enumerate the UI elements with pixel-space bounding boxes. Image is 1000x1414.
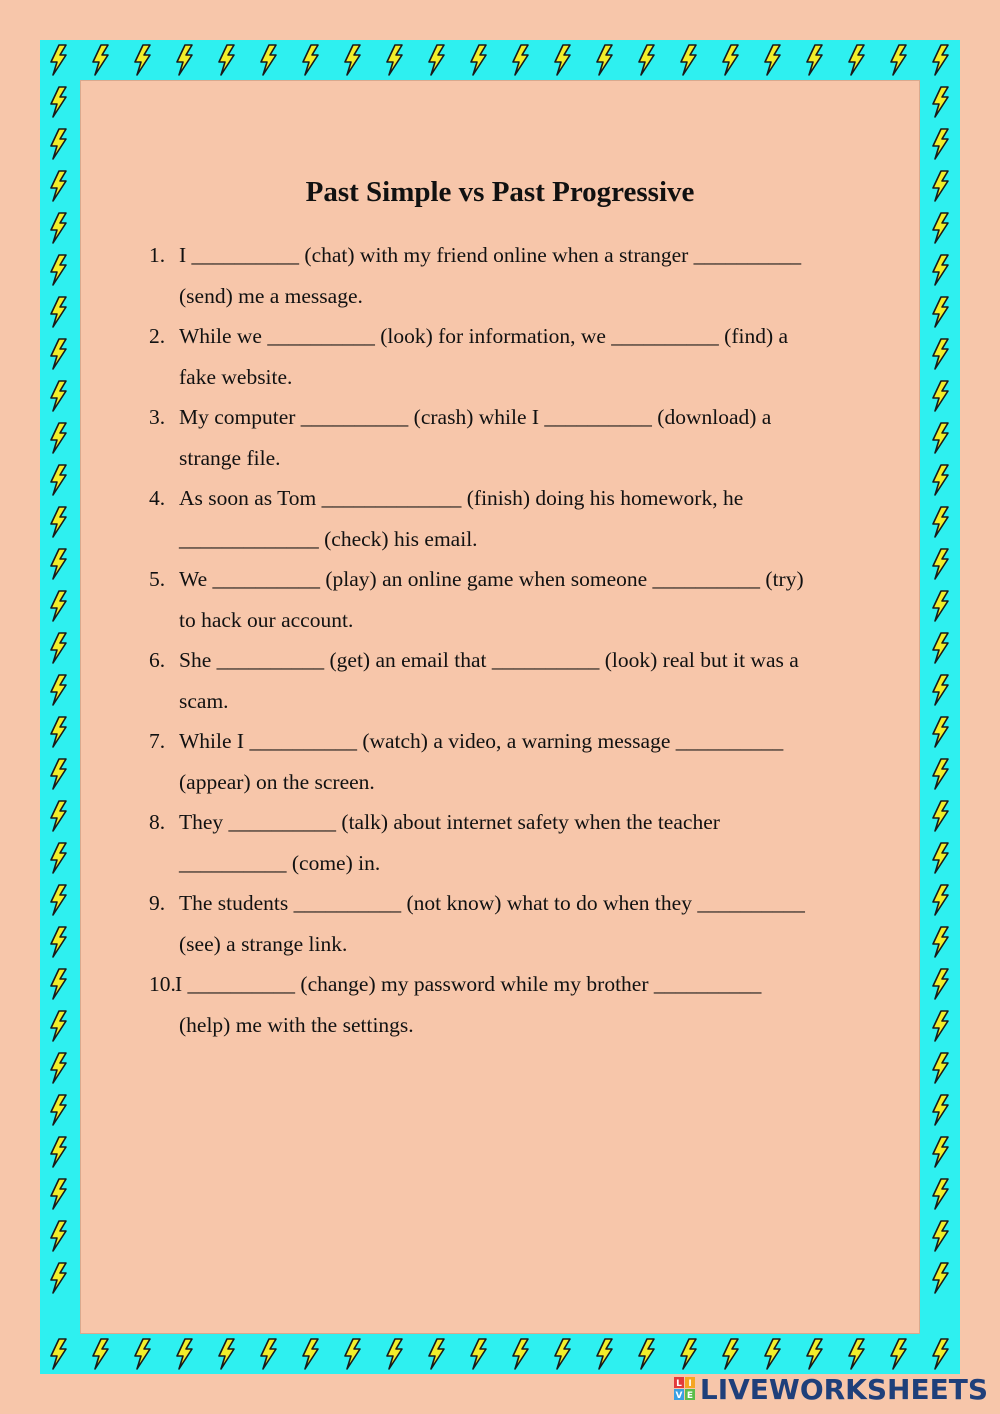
question-text-line: (see) a strange link. bbox=[179, 931, 348, 956]
page-title: Past Simple vs Past Progressive bbox=[305, 176, 695, 208]
lightning-bolt-icon bbox=[51, 297, 66, 327]
lightning-bolt-icon bbox=[933, 1095, 948, 1125]
lightning-bolt-icon bbox=[891, 45, 906, 75]
lightning-bolt-icon bbox=[555, 45, 570, 75]
lightning-bolt-icon bbox=[51, 339, 66, 369]
lightning-bolt-icon bbox=[51, 1137, 66, 1167]
question-text-line: I __________ (chat) with my friend online when a stranger __________ bbox=[179, 243, 802, 267]
lightning-bolt-icon bbox=[807, 45, 822, 75]
lightning-bolt-icon bbox=[933, 297, 948, 327]
lightning-bolt-icon bbox=[51, 423, 66, 453]
lightning-bolt-icon bbox=[933, 717, 948, 747]
question-text-line: I __________ (change) my password while my brother __________ bbox=[175, 972, 762, 996]
lightning-bolt-icon bbox=[177, 1339, 192, 1369]
lightning-bolt-icon bbox=[933, 843, 948, 873]
lightning-bolt-icon bbox=[429, 45, 444, 75]
lightning-bolt-icon bbox=[933, 675, 948, 705]
lightning-bolt-icon bbox=[933, 591, 948, 621]
question-number: 4. bbox=[149, 486, 166, 510]
lightning-bolt-icon bbox=[933, 1339, 948, 1369]
lightning-bolt-icon bbox=[639, 1339, 654, 1369]
lightning-bolt-icon bbox=[51, 1221, 66, 1251]
question-text-line: __________ (come) in. bbox=[179, 850, 381, 875]
watermark-text: LIVEWORKSHEETS bbox=[699, 1372, 988, 1406]
lightning-bolt-icon bbox=[849, 1339, 864, 1369]
lightning-bolt-icon bbox=[933, 927, 948, 957]
question-text-line: While I __________ (watch) a video, a warning message __________ bbox=[179, 729, 784, 753]
lightning-bolt-icon bbox=[849, 45, 864, 75]
lightning-bolt-icon bbox=[51, 675, 66, 705]
lightning-bolt-icon bbox=[135, 1339, 150, 1369]
lightning-bolt-icon bbox=[93, 1339, 108, 1369]
lightning-bolt-icon bbox=[597, 1339, 612, 1369]
lightning-bolt-icon bbox=[51, 171, 66, 201]
decorative-border bbox=[40, 40, 960, 1374]
question-number: 8. bbox=[149, 810, 166, 834]
lightning-bolt-icon bbox=[639, 45, 654, 75]
lightning-bolt-icon bbox=[471, 1339, 486, 1369]
lightning-bolt-icon bbox=[933, 381, 948, 411]
lightning-bolt-icon bbox=[51, 549, 66, 579]
lightning-bolt-icon bbox=[51, 213, 66, 243]
lightning-bolt-icon bbox=[219, 45, 234, 75]
lightning-bolt-icon bbox=[933, 801, 948, 831]
lightning-bolt-icon bbox=[681, 45, 696, 75]
svg-text:L: L bbox=[676, 1379, 682, 1389]
question-number: 1. bbox=[149, 243, 166, 267]
lightning-bolt-icon bbox=[933, 1179, 948, 1209]
lightning-bolt-icon bbox=[51, 927, 66, 957]
svg-text:V: V bbox=[675, 1391, 683, 1401]
lightning-bolt-icon bbox=[933, 213, 948, 243]
lightning-bolt-icon bbox=[933, 885, 948, 915]
lightning-bolt-icon bbox=[933, 45, 948, 75]
question-number: 9. bbox=[149, 891, 166, 915]
svg-text:E: E bbox=[686, 1391, 693, 1401]
lightning-bolt-icon bbox=[219, 1339, 234, 1369]
svg-text:I: I bbox=[688, 1379, 692, 1389]
lightning-bolt-icon bbox=[597, 45, 612, 75]
lightning-bolt-icon bbox=[723, 45, 738, 75]
lightning-bolt-icon bbox=[51, 633, 66, 663]
question-text-line: fake website. bbox=[179, 364, 293, 389]
lightning-bolt-icon bbox=[933, 549, 948, 579]
lightning-bolt-icon bbox=[387, 1339, 402, 1369]
question-number: 10. bbox=[149, 972, 176, 996]
question-number: 7. bbox=[149, 729, 166, 753]
lightning-bolt-icon bbox=[555, 1339, 570, 1369]
lightning-bolt-icon bbox=[933, 759, 948, 789]
lightning-bolt-icon bbox=[933, 87, 948, 117]
question-text-line: strange file. bbox=[179, 445, 281, 470]
lightning-bolt-icon bbox=[933, 1137, 948, 1167]
lightning-bolt-icon bbox=[51, 87, 66, 117]
lightning-bolt-icon bbox=[261, 45, 276, 75]
lightning-bolt-icon bbox=[933, 129, 948, 159]
question-number: 3. bbox=[149, 405, 166, 429]
lightning-bolt-icon bbox=[51, 381, 66, 411]
lightning-bolt-icon bbox=[933, 1263, 948, 1293]
lightning-bolt-icon bbox=[51, 1339, 66, 1369]
lightning-bolt-icon bbox=[303, 1339, 318, 1369]
lightning-bolt-icon bbox=[933, 465, 948, 495]
lightning-bolt-icon bbox=[765, 45, 780, 75]
question-list bbox=[81, 81, 919, 1333]
lightning-bolt-icon bbox=[51, 843, 66, 873]
lightning-bolt-icon bbox=[933, 633, 948, 663]
lightning-bolt-icon bbox=[51, 885, 66, 915]
lightning-bolt-icon bbox=[51, 507, 66, 537]
lightning-bolt-icon bbox=[933, 1221, 948, 1251]
lightning-bolt-icon bbox=[429, 1339, 444, 1369]
lightning-bolt-icon bbox=[807, 1339, 822, 1369]
lightning-bolt-icon bbox=[93, 45, 108, 75]
lightning-bolt-icon bbox=[933, 255, 948, 285]
lightning-bolt-icon bbox=[51, 1053, 66, 1083]
lightning-bolt-icon bbox=[933, 171, 948, 201]
lightning-bolt-icon bbox=[51, 45, 66, 75]
question-text-line: As soon as Tom _____________ (finish) doing his homework, he bbox=[179, 486, 744, 510]
question-text-line: The students __________ (not know) what to do when they __________ bbox=[179, 891, 805, 915]
question-number: 6. bbox=[149, 648, 166, 672]
lightning-bolt-icon bbox=[51, 1179, 66, 1209]
question-number: 2. bbox=[149, 324, 166, 348]
lightning-bolt-icon bbox=[51, 591, 66, 621]
question-text-line: scam. bbox=[179, 688, 229, 713]
lightning-bolt-icon bbox=[303, 45, 318, 75]
lightning-bolt-icon bbox=[387, 45, 402, 75]
liveworksheets-logo-icon bbox=[674, 1375, 696, 1403]
question-number: 5. bbox=[149, 567, 166, 591]
lightning-bolt-icon bbox=[345, 45, 360, 75]
lightning-bolt-icon bbox=[933, 1011, 948, 1041]
lightning-bolt-icon bbox=[933, 1053, 948, 1083]
lightning-bolt-icon bbox=[51, 759, 66, 789]
question-text-line: My computer __________ (crash) while I __________ (download) a bbox=[179, 405, 772, 429]
lightning-bolt-icon bbox=[51, 255, 66, 285]
lightning-bolt-icon bbox=[933, 507, 948, 537]
lightning-bolt-icon bbox=[933, 339, 948, 369]
lightning-bolt-icon bbox=[513, 45, 528, 75]
question-text-line: (appear) on the screen. bbox=[179, 769, 375, 794]
lightning-bolt-icon bbox=[765, 1339, 780, 1369]
lightning-bolt-icon bbox=[681, 1339, 696, 1369]
lightning-bolt-icon bbox=[51, 1011, 66, 1041]
lightning-bolt-icon bbox=[51, 129, 66, 159]
lightning-bolt-icon bbox=[51, 1263, 66, 1293]
question-text-line: While we __________ (look) for information, we __________ (find) a bbox=[179, 324, 789, 348]
lightning-bolt-icon bbox=[51, 465, 66, 495]
question-text-line: (send) me a message. bbox=[179, 283, 363, 308]
lightning-bolt-icon bbox=[513, 1339, 528, 1369]
lightning-bolt-icon bbox=[345, 1339, 360, 1369]
lightning-bolt-icon bbox=[51, 717, 66, 747]
watermark-logo bbox=[674, 1372, 988, 1406]
question-text-line: _____________ (check) his email. bbox=[179, 526, 478, 551]
worksheet-content bbox=[80, 80, 920, 1334]
question-text-line: We __________ (play) an online game when someone __________ (try) bbox=[179, 567, 804, 591]
lightning-bolt-icon bbox=[177, 45, 192, 75]
lightning-bolt-icon bbox=[933, 969, 948, 999]
lightning-bolt-icon bbox=[471, 45, 486, 75]
lightning-bolt-icon bbox=[135, 45, 150, 75]
lightning-bolt-icon bbox=[51, 1095, 66, 1125]
lightning-bolt-icon bbox=[933, 423, 948, 453]
lightning-bolt-icon bbox=[261, 1339, 276, 1369]
question-text-line: They __________ (talk) about internet safety when the teacher bbox=[179, 810, 720, 834]
question-text-line: to hack our account. bbox=[179, 607, 354, 632]
lightning-bolt-icon bbox=[51, 969, 66, 999]
lightning-bolt-icon bbox=[723, 1339, 738, 1369]
question-text-line: She __________ (get) an email that __________ (look) real but it was a bbox=[179, 648, 799, 672]
lightning-bolt-icon bbox=[51, 801, 66, 831]
lightning-bolt-icon bbox=[891, 1339, 906, 1369]
question-text-line: (help) me with the settings. bbox=[179, 1012, 414, 1037]
